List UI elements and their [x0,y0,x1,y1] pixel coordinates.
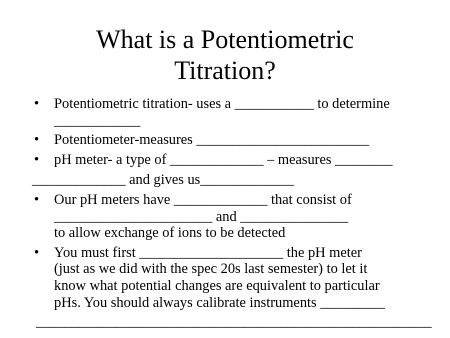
bullet-text-line: ______________________ and _______________ [54,208,349,225]
bullet-text-line: to allow exchange of ions to be detected [54,225,286,242]
bullet-text-line: _____________ and gives us_____________ [32,172,294,189]
title-line-2: Titration? [174,56,276,85]
bullet-glyph: • [34,244,40,261]
title-line-1: What is a Potentiometric [96,25,354,54]
bullet-text-line: know what potential changes are equivalent to particular [54,277,380,294]
bullet-text-line: pHs. You should always calibrate instruments _________ [54,294,385,311]
footer-blank-line: _______________________________________________________ [36,314,432,331]
bullet-calibrate [32,245,422,311]
bullet-text-line: (just as we did with the spec 20s last semester) to let it [54,261,368,278]
slide-title [0,24,450,86]
bullet-glyph: • [34,132,40,149]
bullet-text-line: Potentiometric titration- uses a ___________ to determine [54,96,390,112]
bullet-text-line: ____________ [54,112,141,129]
bullet-potentiometric-titration [32,96,422,129]
bullet-list [32,96,432,331]
bullet-ph-meter [32,152,422,169]
bullet-our-ph-meters [32,192,422,242]
bullet-text-line: Potentiometer-measures ________________________ [54,132,370,149]
bullet-text-line: Our pH meters have _____________ that consist of [54,191,352,208]
bullet-text-line: pH meter- a type of _____________ – measures ________ [54,151,393,168]
bullet-glyph: • [34,191,40,208]
bullet-glyph: • [34,96,40,112]
bullet-glyph: • [34,151,40,168]
bullet-potentiometer [32,132,422,149]
bullet-ph-meter-continued [32,172,422,189]
bullet-text-line: You must first ____________________ the pH meter [54,244,362,261]
